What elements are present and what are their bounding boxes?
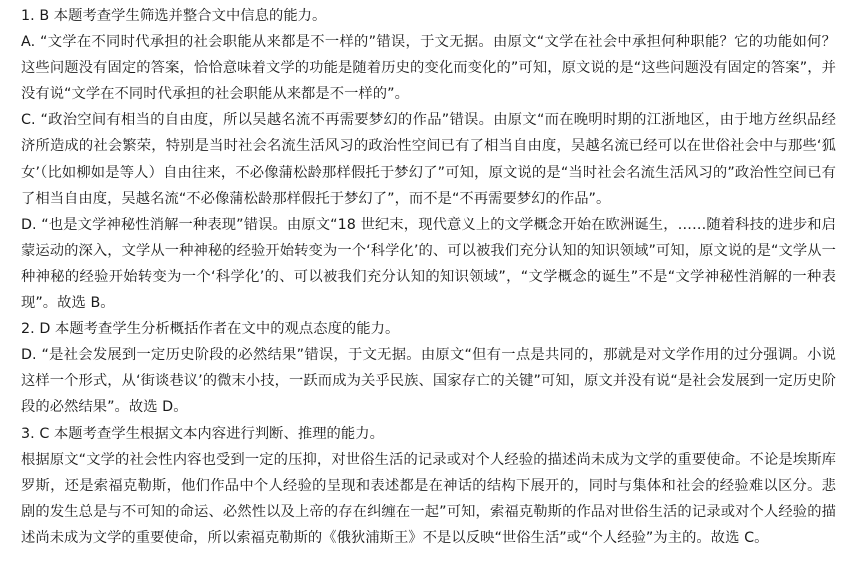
q1-option-d-analysis: D. “也是文学神秘性消解一种表现”错误。由原文“18 世纪末，现代意义上的文学概念开始在欧洲诞生，……随着科技的进步和启蒙运动的深入，文学从一种神秘的经验开始转变为一个‘科学化’的、可以被我们充分认知的知识领域”可知，原文说的是“文学从一种神秘的经验开始转变为一个‘科学化’的、可以被我们充分认知的知识领域”，“文学概念的诞生”不是“文学神秘性消解的一种表现”。故选 B。 [21,216,836,312]
q3-answer-heading: 3. C 本题考查学生根据文本内容进行判断、推理的能力。 [21,425,384,442]
q2-option-d-analysis: D. “是社会发展到一定历史阶段的必然结果”错误，于文无据。由原文“但有一点是共同的，那就是对文学作用的过分强调。小说这样一个形式，从‘街谈巷议’的微末小技，一跃而成为关乎民族、国家存亡的关键”可知，原文并没有说“是社会发展到一定历史阶段的必然结果”。故选 D。 [21,347,836,416]
q3-analysis: 根据原文“文学的社会性内容也受到一定的压抑，对世俗生活的记录或对个人经验的描述尚未成为文学的重要使命。不论是埃斯库罗斯，还是索福克勒斯，他们作品中个人经验的呈现和表述都是在神话的结构下展开的，同时与集体和社会的经验难以区分。悲剧的发生总是与不可知的命运、必然性以及上帝的存在纠缠在一起”可知，索福克勒斯的作品对世俗生活的记录或对个人经验的描述尚未成为文学的重要使命，所以索福克勒斯的《俄狄浦斯王》不是以反映“世俗生活”或“个人经验”为主的。故选 C。 [21,451,836,546]
q2-answer-heading: 2. D 本题考查学生分析概括作者在文中的观点态度的能力。 [21,321,400,338]
q1-option-a-analysis: A. “文学在不同时代承担的社会职能从来都是不一样的”错误，于文无据。由原文“文学在社会中承担何种职能？它的功能如何？这些问题没有固定的答案，恰恰意味着文学的功能是随着历史的变化而变化的”可知，原文说的是“这些问题没有固定的答案”，并没有说“文学在不同时代承担的社会职能从来都是不一样的”。 [21,34,836,103]
q1-answer-heading: 1. B 本题考查学生筛选并整合文中信息的能力。 [21,8,327,24]
q1-option-c-analysis: C. “政治空间有相当的自由度，所以吴越名流不再需要梦幻的作品”错误。由原文“而在晚明时期的江浙地区，由于地方丝织品经济所造成的社会繁荣，特别是当时社会名流生活风习的政治性空间已有了相当自由度，吴越名流已经可以在世俗社会中与那些‘狐女’（比如柳如是等人）自由往来，不必像蒲松龄那样假托于梦幻了”可知，原文说的是“当时社会名流生活风习的”政治性空间已有了相当自由度，吴越名流“不必像蒲松龄那样假托于梦幻了”，而不是“不再需要梦幻的作品”。 [21,112,836,207]
